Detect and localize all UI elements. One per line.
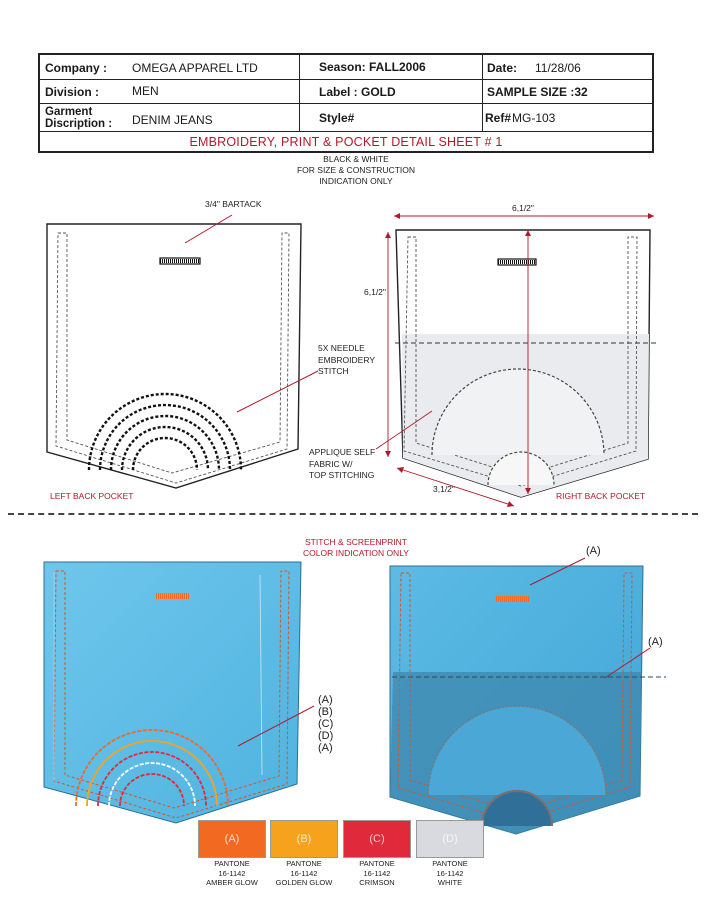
right-back-pocket-drawing bbox=[376, 213, 657, 507]
division-label: Division : bbox=[45, 85, 100, 99]
pantone-line: 16-1142 bbox=[363, 868, 391, 878]
swatch-golden-glow bbox=[270, 820, 338, 858]
pantone-line: PANTONE bbox=[214, 859, 250, 868]
pantone-crimson bbox=[337, 859, 417, 888]
swatch-crimson bbox=[343, 820, 411, 858]
label-line: TOP STITCHING bbox=[309, 470, 375, 480]
label-line: FABRIC W/ bbox=[309, 458, 353, 469]
section-divider bbox=[8, 513, 698, 515]
swatch-white bbox=[416, 820, 484, 858]
pantone-line: PANTONE bbox=[286, 859, 322, 868]
left-back-pocket-color bbox=[44, 562, 314, 823]
letter-label: (D) bbox=[318, 730, 334, 742]
left-color-letters bbox=[318, 694, 333, 754]
pantone-line: 16-1142 bbox=[436, 868, 464, 878]
letter-label: (C) bbox=[318, 718, 334, 730]
pantone-line: 16-1142 bbox=[290, 868, 318, 878]
pantone-line: AMBER GLOW bbox=[206, 878, 258, 887]
dimension-width: 6,1/2" bbox=[512, 203, 534, 213]
company-label: Company : bbox=[45, 61, 108, 75]
pantone-line: PANTONE bbox=[432, 859, 468, 868]
pantone-line: 16-1142 bbox=[218, 868, 246, 878]
sheet-title: EMBROIDERY, PRINT & POCKET DETAIL SHEET # 1 bbox=[189, 135, 503, 149]
bartack-label: 3/4" BARTACK bbox=[205, 199, 262, 209]
letter-label: (A) bbox=[318, 742, 333, 754]
garment-label: Garment Discription : bbox=[45, 106, 113, 130]
swatch-amber-glow bbox=[198, 820, 266, 858]
label-line: 5X NEEDLE bbox=[318, 343, 365, 353]
left-back-pocket-label: LEFT BACK POCKET bbox=[50, 491, 134, 501]
dimension-bottom: 3,1/2" bbox=[433, 484, 455, 494]
swatch-tag: (C) bbox=[369, 833, 385, 845]
swatch-tag: (D) bbox=[442, 833, 458, 845]
label-label: Label : GOLD bbox=[319, 85, 396, 99]
pantone-line: WHITE bbox=[437, 878, 463, 887]
season-label: Season: FALL2006 bbox=[319, 60, 426, 74]
note-line: COLOR INDICATION ONLY bbox=[303, 548, 409, 558]
ref-label: Ref# bbox=[485, 111, 512, 125]
swatch-tag: (B) bbox=[296, 833, 312, 845]
pantone-amber-glow bbox=[192, 859, 272, 888]
right-back-pocket-label: RIGHT BACK POCKET bbox=[556, 491, 646, 501]
date-label: Date: bbox=[487, 61, 518, 75]
pantone-line: CRIMSON bbox=[359, 878, 395, 887]
label-line: STITCH bbox=[318, 366, 349, 376]
swatch-tag: (A) bbox=[224, 833, 240, 845]
pantone-line: PANTONE bbox=[359, 859, 395, 868]
date-value: 11/28/06 bbox=[535, 61, 581, 75]
letter-label: (A) bbox=[318, 694, 333, 706]
pantone-golden-glow bbox=[264, 859, 344, 888]
note-line: BLACK & WHITE bbox=[323, 154, 389, 164]
label-line: APPLIQUE SELF bbox=[309, 447, 376, 457]
note-line: INDICATION ONLY bbox=[319, 176, 393, 186]
garment-value: DENIM JEANS bbox=[132, 113, 213, 127]
right-back-pocket-color bbox=[390, 558, 666, 834]
right-letter-mid: (A) bbox=[648, 636, 663, 648]
style-label: Style# bbox=[319, 111, 355, 125]
left-back-pocket-drawing bbox=[47, 215, 318, 488]
company-value: OMEGA APPAREL LTD bbox=[132, 61, 258, 75]
dimension-height: 6,1/2" bbox=[364, 287, 386, 297]
note-line: FOR SIZE & CONSTRUCTION bbox=[296, 165, 416, 175]
label-line: EMBROIDERY bbox=[318, 354, 375, 365]
division-value: MEN bbox=[132, 84, 159, 98]
right-letter-top: (A) bbox=[586, 545, 601, 557]
pantone-line: GOLDEN GLOW bbox=[275, 878, 333, 887]
sample-size-label: SAMPLE SIZE :32 bbox=[487, 85, 588, 99]
pantone-white bbox=[410, 859, 490, 888]
note-line: STITCH & SCREENPRINT bbox=[304, 537, 407, 547]
letter-label: (B) bbox=[318, 706, 333, 718]
color-note bbox=[286, 537, 426, 559]
ref-value: MG-103 bbox=[512, 111, 556, 125]
